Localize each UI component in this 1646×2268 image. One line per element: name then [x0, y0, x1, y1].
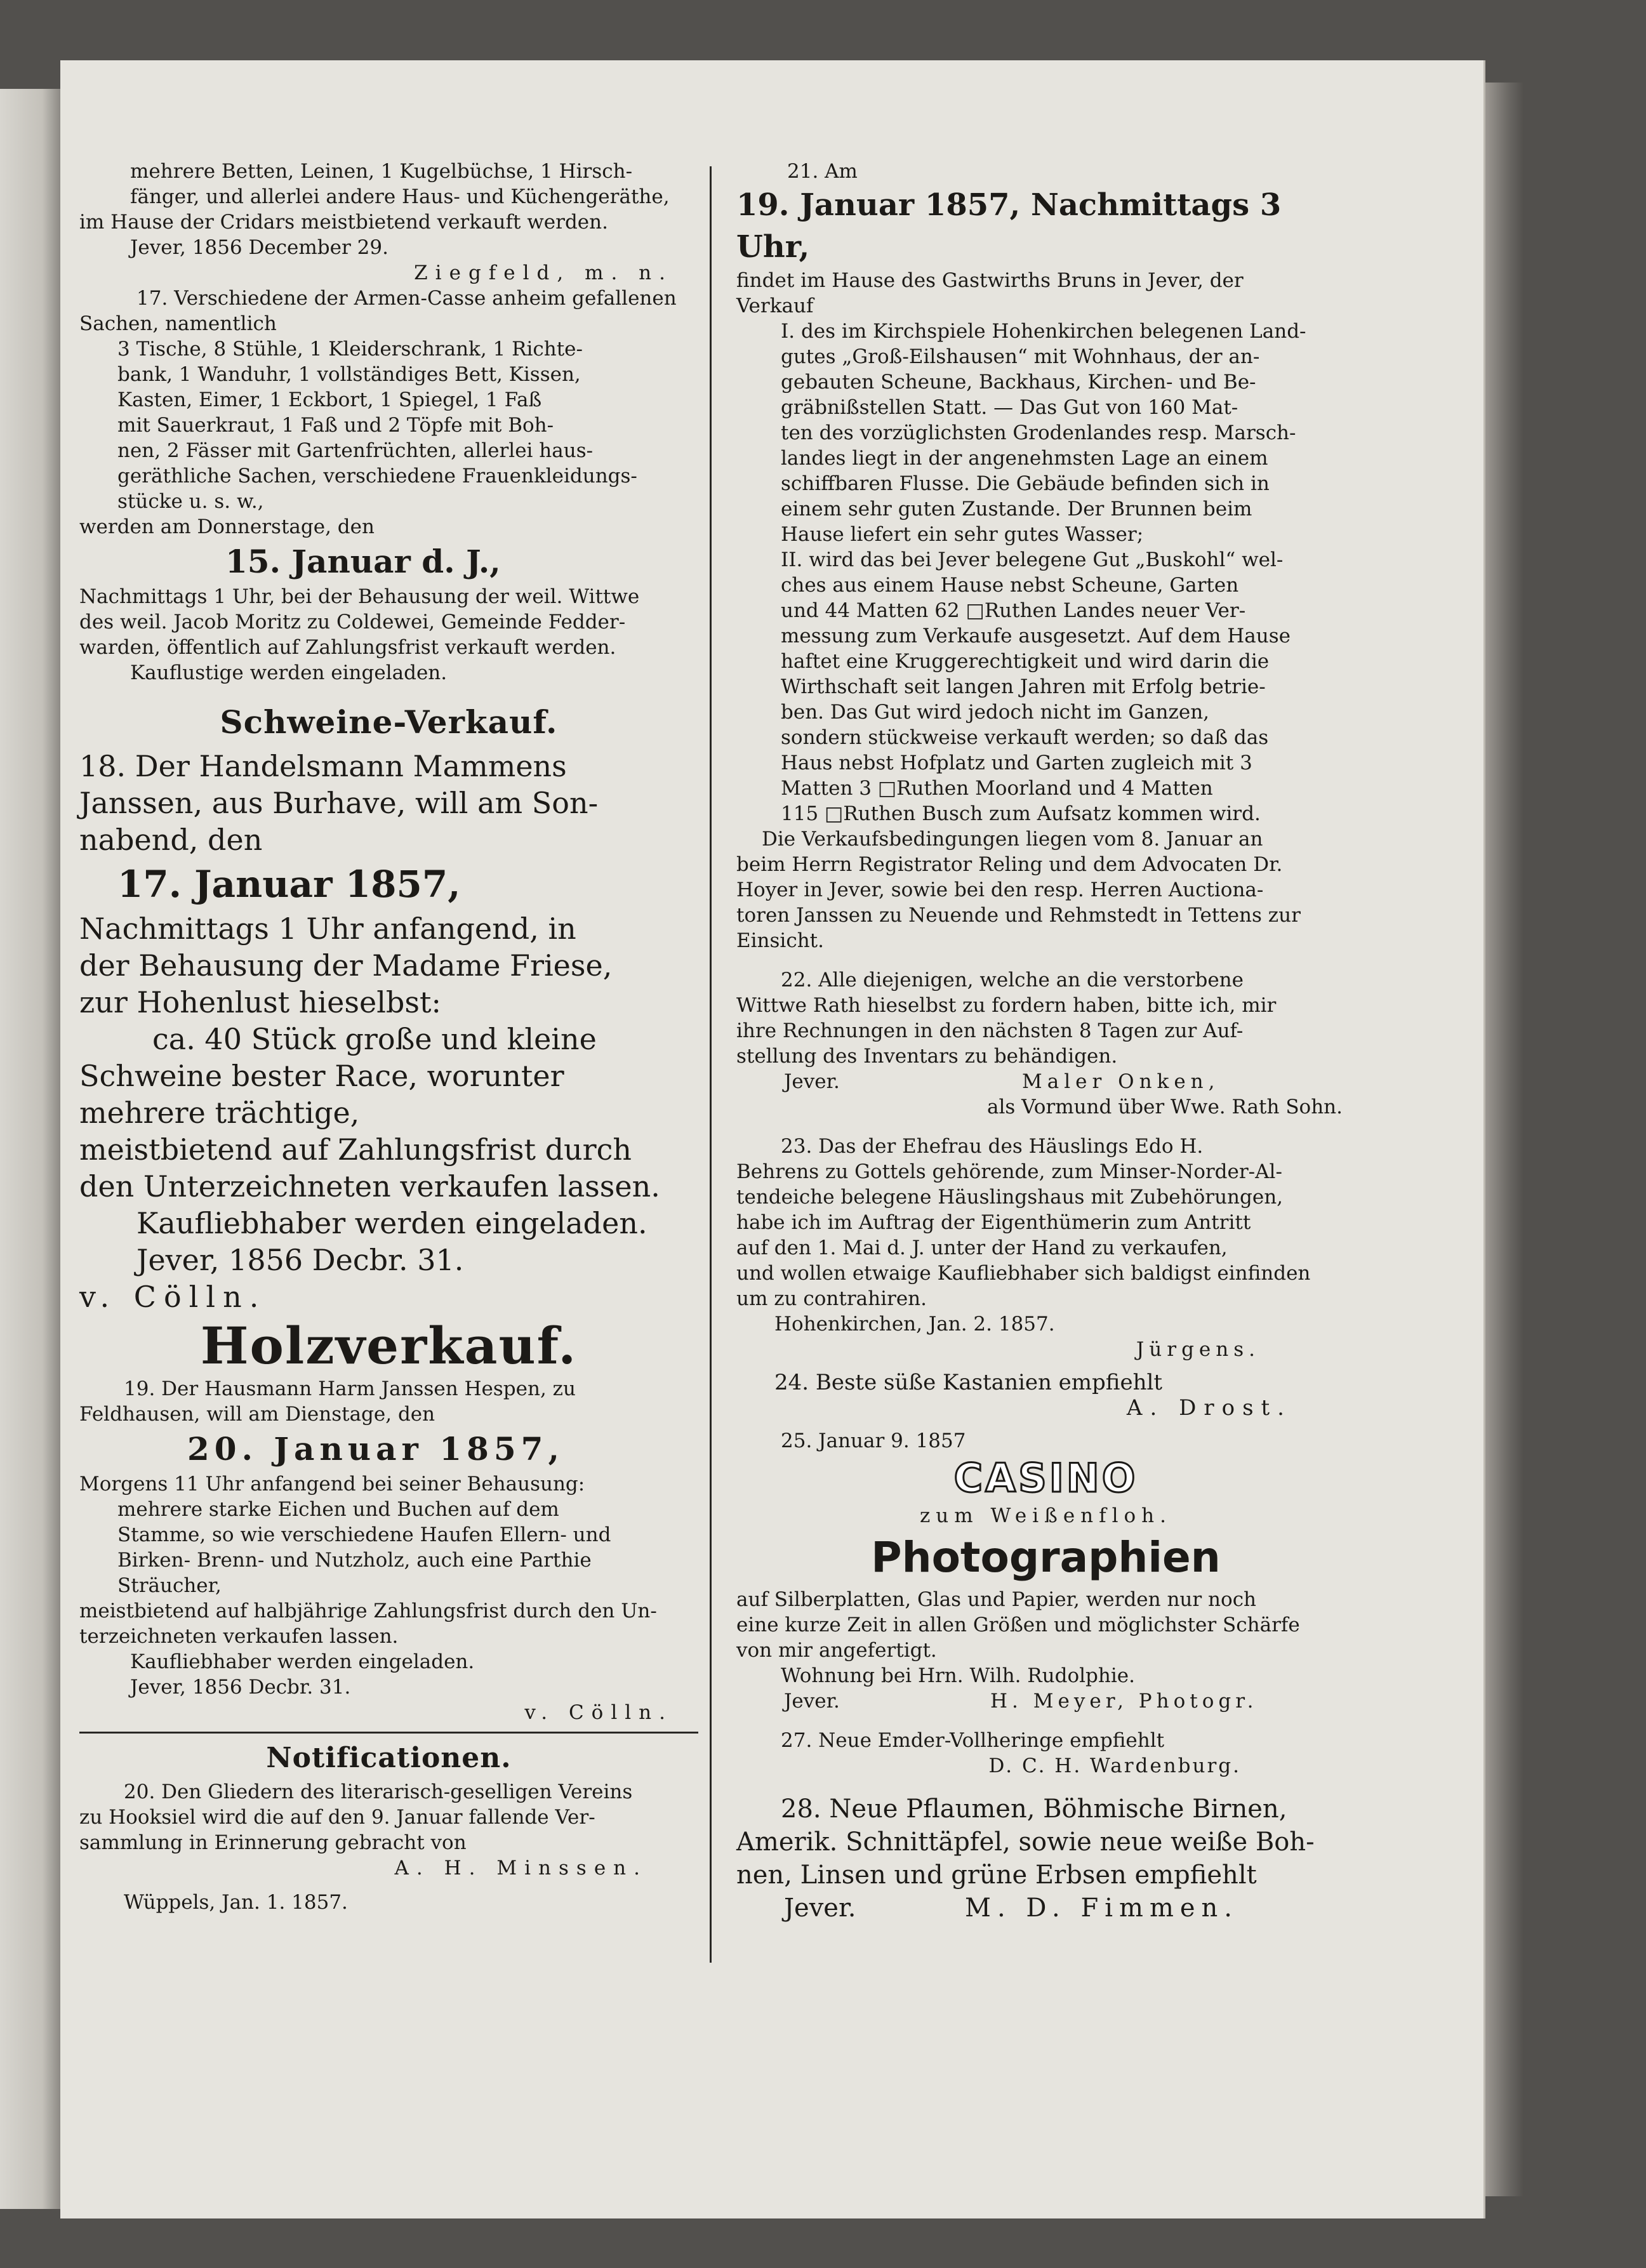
- text-line: mit Sauerkraut, 1 Faß und 2 Töpfe mit Boh-: [117, 414, 554, 437]
- text-line: sondern stückweise verkauft werden; so daß das: [781, 726, 1269, 749]
- text-line: Hause liefert ein sehr gutes Wasser;: [781, 523, 1144, 546]
- text-line: und wollen etwaige Kaufliebhaber sich baldigst einfinden: [736, 1262, 1311, 1285]
- signature: H. Meyer, Photogr.: [990, 1690, 1258, 1713]
- text-line: 18. Der Handelsmann Mammens: [79, 749, 567, 783]
- text-line: um zu contrahiren.: [736, 1287, 927, 1310]
- text-line: und 44 Matten 62 □Ruthen Landes neuer Ver-: [781, 599, 1246, 622]
- rule: [79, 1732, 698, 1734]
- text-line: im Hause der Cridars meistbietend verkauft werden.: [79, 211, 608, 234]
- text-line: mehrere Betten, Leinen, 1 Kugelbüchse, 1 Hirsch-: [130, 160, 633, 183]
- text-line: [736, 1892, 1355, 1925]
- text-line: mehrere trächtige,: [79, 1096, 360, 1130]
- text-line: stücke u. s. w.,: [117, 490, 264, 513]
- text-line: Jever, 1856 Decbr. 31.: [136, 1243, 464, 1277]
- section-heading: Holzverkauf.: [200, 1316, 578, 1376]
- section-heading: Schweine-Verkauf.: [220, 703, 558, 741]
- text-line: nen, Linsen und grüne Erbsen empfiehlt: [736, 1860, 1257, 1890]
- text-line: zur Hohenlust hieselbst:: [79, 985, 441, 1019]
- text-line: Nachmittags 1 Uhr, bei der Behausung der weil. Wittwe: [79, 585, 640, 608]
- text-line: toren Janssen zu Neuende und Rehmstedt in Tettens zur: [736, 904, 1301, 927]
- text-line: Janssen, aus Burhave, will am Son-: [79, 786, 599, 820]
- section-heading: Notificationen.: [266, 1742, 512, 1774]
- text-line: werden am Donnerstage, den: [79, 515, 375, 538]
- text-line: 19. Der Hausmann Harm Janssen Hespen, zu: [124, 1377, 576, 1400]
- text-line: Hohenkirchen, Jan. 2. 1857.: [774, 1313, 1055, 1336]
- signature: Jürgens.: [1136, 1338, 1260, 1361]
- spacer: [736, 1714, 1355, 1728]
- text-line: Amerik. Schnittäpfel, sowie neue weiße Boh-: [736, 1827, 1315, 1857]
- spacer: [736, 1421, 1355, 1428]
- text-line: ches aus einem Hause nebst Scheune, Garten: [781, 574, 1239, 597]
- text-line: Kaufliebhaber werden eingeladen.: [130, 1650, 475, 1673]
- signature: D. C. H. Wardenburg.: [988, 1754, 1241, 1777]
- text-line: bank, 1 Wanduhr, 1 vollständiges Bett, Kissen,: [117, 363, 581, 386]
- text-line: ihre Rechnungen in den nächsten 8 Tagen zur Auf-: [736, 1019, 1244, 1042]
- place: Jever.: [784, 1893, 856, 1923]
- right-column: [736, 159, 1355, 1925]
- text-line: ben. Das Gut wird jedoch nicht im Ganzen,: [781, 701, 1210, 724]
- text-line: einem sehr guten Zustande. Der Brunnen beim: [781, 498, 1252, 521]
- spacer: [736, 1120, 1355, 1134]
- column-divider: [710, 166, 712, 1963]
- text-line: der Behausung der Madame Friese,: [79, 948, 613, 983]
- text-line: Hoyer in Jever, sowie bei den resp. Herren Auctiona-: [736, 879, 1264, 901]
- text-line: II. wird das bei Jever belegene Gut „Buskohl“ wel-: [781, 548, 1284, 571]
- text-line: haftet eine Kruggerechtigkeit und wird darin die: [781, 650, 1270, 673]
- text-line: Jever, 1856 Decbr. 31.: [130, 1676, 351, 1699]
- text-line: auf den 1. Mai d. J. unter der Hand zu verkaufen,: [736, 1237, 1228, 1259]
- signature: A. Drost.: [1126, 1395, 1292, 1421]
- text-line: terzeichneten verkaufen lassen.: [79, 1625, 399, 1648]
- text-line: Kaufliebhaber werden eingeladen.: [136, 1206, 647, 1240]
- text-line: sammlung in Erinnerung gebracht von: [79, 1831, 467, 1854]
- text-line: gräbnißstellen Statt. — Das Gut von 160 Mat-: [781, 396, 1238, 419]
- text-line: Nachmittags 1 Uhr anfangend, in: [79, 912, 576, 946]
- text-line: 20. Den Gliedern des literarisch-geselligen Vereins: [124, 1781, 633, 1803]
- text-line: Birken- Brenn- und Nutzholz, auch eine Parthie: [117, 1549, 592, 1572]
- signature: M. D. Fimmen.: [965, 1893, 1239, 1923]
- text-line: Wittwe Rath hieselbst zu fordern haben, bitte ich, mir: [736, 994, 1277, 1017]
- left-column: [79, 159, 698, 1915]
- casino-heading: CASINO: [953, 1455, 1138, 1501]
- text-line: von mir angefertigt.: [736, 1639, 937, 1662]
- text-line: Sachen, namentlich: [79, 312, 277, 335]
- text-line: zum Weißenfloh.: [919, 1504, 1172, 1527]
- text-line: 28. Neue Pflaumen, Böhmische Birnen,: [781, 1794, 1287, 1824]
- text-line: 25. Januar 9. 1857: [781, 1429, 966, 1452]
- text-line: schiffbaren Flusse. Die Gebäude befinden sich in: [781, 472, 1270, 495]
- place: Jever.: [784, 1070, 840, 1093]
- place: Jever.: [784, 1690, 840, 1713]
- signature: v. Cölln.: [524, 1701, 673, 1724]
- text-line: Wüppels, Jan. 1. 1857.: [124, 1891, 348, 1914]
- date-heading: 19. Januar 1857, Nachmittags 3 Uhr,: [736, 187, 1282, 265]
- text-line: nen, 2 Fässer mit Gartenfrüchten, allerlei haus-: [117, 439, 594, 462]
- text-line: tendeiche belegene Häuslingshaus mit Zubehörungen,: [736, 1186, 1284, 1209]
- signature: Maler Onken,: [1022, 1070, 1220, 1093]
- text-line: Wirthschaft seit langen Jahren mit Erfolg betrie-: [781, 675, 1266, 698]
- date-heading: 17. Januar 1857,: [117, 863, 461, 906]
- photographien-heading: Photographien: [871, 1533, 1221, 1582]
- text-line: nabend, den: [79, 823, 263, 857]
- text-line: landes liegt in der angenehmsten Lage an einem: [781, 447, 1268, 470]
- date-heading: 15. Januar d. J.,: [225, 543, 501, 580]
- text-line: ten des vorzüglichsten Grodenlandes resp. Marsch-: [781, 421, 1296, 444]
- text-line: Behrens zu Gottels gehörende, zum Minser-Norder-Al-: [736, 1160, 1282, 1183]
- text-line: meistbietend auf Zahlungsfrist durch: [79, 1132, 632, 1167]
- date-heading: 20. Januar 1857,: [187, 1430, 564, 1468]
- spacer: [736, 953, 1355, 967]
- book-spine-edge: [1485, 83, 1523, 2196]
- text-line: Kasten, Eimer, 1 Eckbort, 1 Spiegel, 1 Faß: [117, 388, 542, 411]
- text-line: Jever, 1856 December 29.: [130, 236, 388, 259]
- text-line: auf Silberplatten, Glas und Papier, werden nur noch: [736, 1588, 1257, 1611]
- text-line: Stamme, so wie verschiedene Haufen Ellern- und: [117, 1523, 611, 1546]
- text-line: warden, öffentlich auf Zahlungsfrist verkauft werden.: [79, 636, 616, 659]
- text-line: 27. Neue Emder-Vollheringe empfiehlt: [781, 1729, 1165, 1752]
- text-line: zu Hooksiel wird die auf den 9. Januar fallende Ver-: [79, 1806, 595, 1829]
- text-line: Schweine bester Race, worunter: [79, 1059, 564, 1093]
- facing-page-edge: [0, 89, 60, 2209]
- text-line: I. des im Kirchspiele Hohenkirchen belegenen Land-: [781, 320, 1306, 343]
- text-line: ca. 40 Stück große und kleine: [152, 1022, 597, 1056]
- text-line: eine kurze Zeit in allen Größen und möglichster Schärfe: [736, 1614, 1300, 1636]
- text-line: 22. Alle diejenigen, welche an die verstorbene: [781, 969, 1244, 991]
- text-line: gutes „Groß-Eilshausen“ mit Wohnhaus, der an-: [781, 345, 1260, 368]
- text-line: Matten 3 □Ruthen Moorland und 4 Matten: [781, 777, 1213, 800]
- text-line: 21. Am: [787, 160, 858, 183]
- text-line: meistbietend auf halbjährige Zahlungsfrist durch den Un-: [79, 1600, 657, 1622]
- text-line: Feldhausen, will am Dienstage, den: [79, 1403, 435, 1426]
- text-line: habe ich im Auftrag der Eigenthümerin zum Antritt: [736, 1211, 1251, 1234]
- spacer: [736, 1362, 1355, 1370]
- text-line: des weil. Jacob Moritz zu Coldewei, Gemeinde Fedder-: [79, 611, 626, 633]
- text-line: gebauten Scheune, Backhaus, Kirchen- und Be-: [781, 371, 1256, 394]
- text-line: 24. Beste süße Kastanien empfiehlt: [774, 1370, 1163, 1395]
- text-line: beim Herrn Registrator Reling und dem Advocaten Dr.: [736, 853, 1283, 876]
- text-line: findet im Hause des Gastwirths Bruns in Jever, der: [736, 269, 1244, 292]
- text-line: Morgens 11 Uhr anfangend bei seiner Behausung:: [79, 1473, 585, 1495]
- text-line: stellung des Inventars zu behändigen.: [736, 1045, 1118, 1068]
- text-line: geräthliche Sachen, verschiedene Frauenkleidungs-: [117, 465, 637, 487]
- signature: A. H. Minssen.: [394, 1857, 647, 1880]
- text-line: Kauflustige werden eingeladen.: [130, 661, 448, 684]
- text-line: 115 □Ruthen Busch zum Aufsatz kommen wird.: [781, 802, 1261, 825]
- text-line: [736, 1688, 1355, 1714]
- text-line: den Unterzeichneten verkaufen lassen.: [79, 1169, 660, 1204]
- text-line: 3 Tische, 8 Stühle, 1 Kleiderschrank, 1 Richte-: [117, 338, 583, 361]
- text-line: messung zum Verkaufe ausgesetzt. Auf dem Hause: [781, 625, 1291, 647]
- text-line: [736, 1069, 1355, 1094]
- spacer: [736, 1779, 1355, 1793]
- signature: v. Cölln.: [79, 1280, 267, 1314]
- text-line: als Vormund über Wwe. Rath Sohn.: [987, 1096, 1343, 1118]
- text-line: 23. Das der Ehefrau des Häuslings Edo H.: [781, 1135, 1204, 1158]
- text-line: fänger, und allerlei andere Haus- und Küchengeräthe,: [130, 185, 670, 208]
- text-line: Einsicht.: [736, 929, 824, 952]
- signature: Ziegfeld, m. n.: [414, 262, 673, 284]
- text-line: Verkauf: [736, 295, 814, 317]
- text-line: Sträucher,: [117, 1574, 222, 1597]
- text-line: Haus nebst Hofplatz und Garten zugleich mit 3: [781, 752, 1252, 774]
- text-line: mehrere starke Eichen und Buchen auf dem: [117, 1498, 559, 1521]
- text-line: Die Verkaufsbedingungen liegen vom 8. Januar an: [762, 828, 1263, 851]
- text-line: Wohnung bei Hrn. Wilh. Rudolphie.: [781, 1664, 1135, 1687]
- text-line: 17. Verschiedene der Armen-Casse anheim gefallenen: [136, 287, 677, 310]
